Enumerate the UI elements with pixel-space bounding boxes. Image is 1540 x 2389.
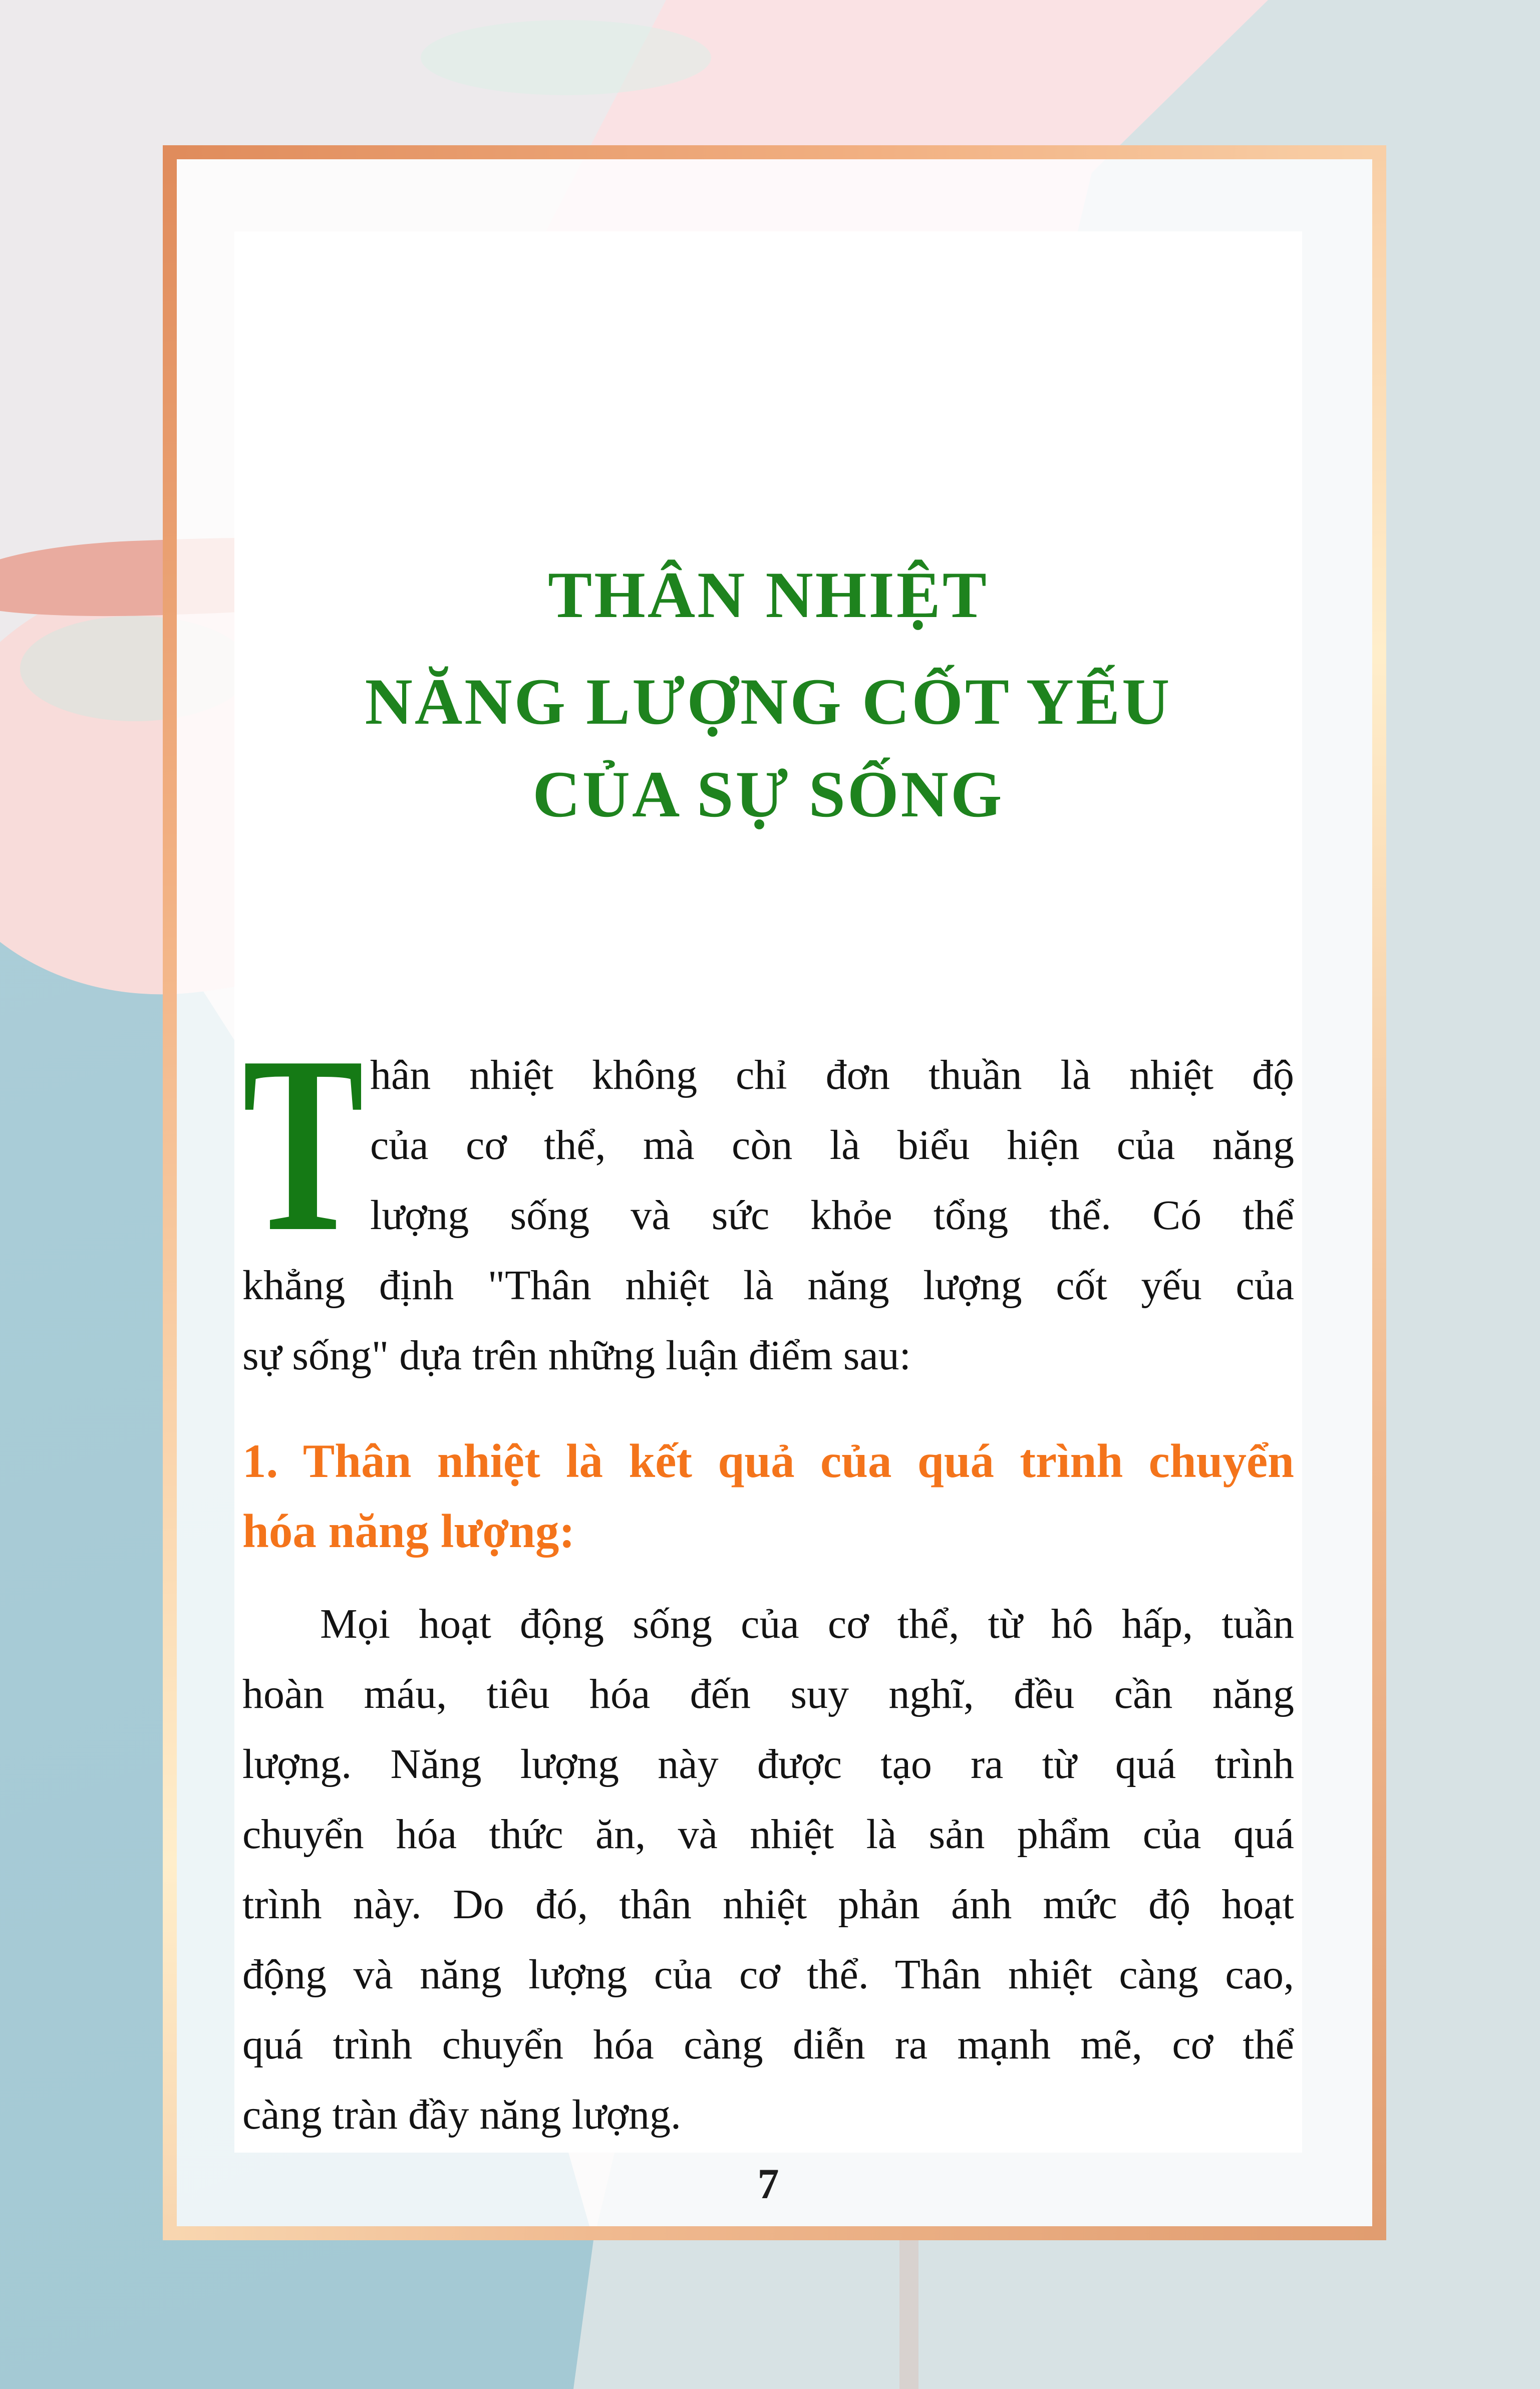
- body-line-6: động và năng lượng của cơ thể. Thân nhiệt càng cao,: [242, 1951, 1294, 1998]
- section-paragraph: [242, 1589, 1294, 2150]
- intro-paragraph: [242, 1004, 1294, 1391]
- body-line-8: càng tràn đầy năng lượng.: [242, 2092, 682, 2138]
- drop-cap-box: [242, 1004, 370, 1284]
- body-line-7: quá trình chuyển hóa càng diễn ra mạnh mẽ, cơ thể: [242, 2021, 1294, 2068]
- body-line-4: chuyển hóa thức ăn, và nhiệt là sản phẩm của quá: [242, 1811, 1294, 1858]
- page-number: 7: [757, 2160, 779, 2208]
- section-heading: [242, 1426, 1294, 1566]
- chapter-title-line-1: THÂN NHIỆT: [548, 558, 989, 632]
- chapter-title-line-3: CỦA SỰ SỐNG: [532, 757, 1004, 831]
- body-line-5: trình này. Do đó, thân nhiệt phản ánh mức độ hoạt: [242, 1881, 1294, 1928]
- chapter-title-line-2: NĂNG LƯỢNG CỐT YẾU: [365, 665, 1172, 738]
- intro-line-1: hân nhiệt không chỉ đơn thuần là nhiệt độ: [370, 1052, 1294, 1098]
- body-line-3: lượng. Năng lượng này được tạo ra từ quá trình: [242, 1741, 1294, 1787]
- drop-cap-letter: T: [242, 1004, 364, 1284]
- chapter-title: [242, 548, 1294, 840]
- intro-line-3: lượng sống và sức khỏe tổng thể. Có thể: [370, 1192, 1294, 1239]
- intro-line-2: của cơ thể, mà còn là biểu hiện của năng: [370, 1122, 1294, 1168]
- body-line-2: hoàn máu, tiêu hóa đến suy nghĩ, đều cần năng: [242, 1671, 1294, 1717]
- content-panel: [234, 231, 1302, 2153]
- section-heading-line-1: 1. Thân nhiệt là kết quả của quá trình chuyển: [242, 1434, 1294, 1487]
- section-heading-line-2: hóa năng lượng:: [242, 1505, 575, 1558]
- bg-mint-spot-top: [421, 20, 711, 95]
- body-line-1: Mọi hoạt động sống của cơ thể, từ hô hấp, tuần: [320, 1601, 1294, 1647]
- intro-line-4: khẳng định "Thân nhiệt là năng lượng cốt yếu của: [242, 1262, 1294, 1309]
- bg-beige-stripe: [899, 2240, 918, 2389]
- intro-line-5: sự sống" dựa trên những luận điểm sau:: [242, 1332, 911, 1379]
